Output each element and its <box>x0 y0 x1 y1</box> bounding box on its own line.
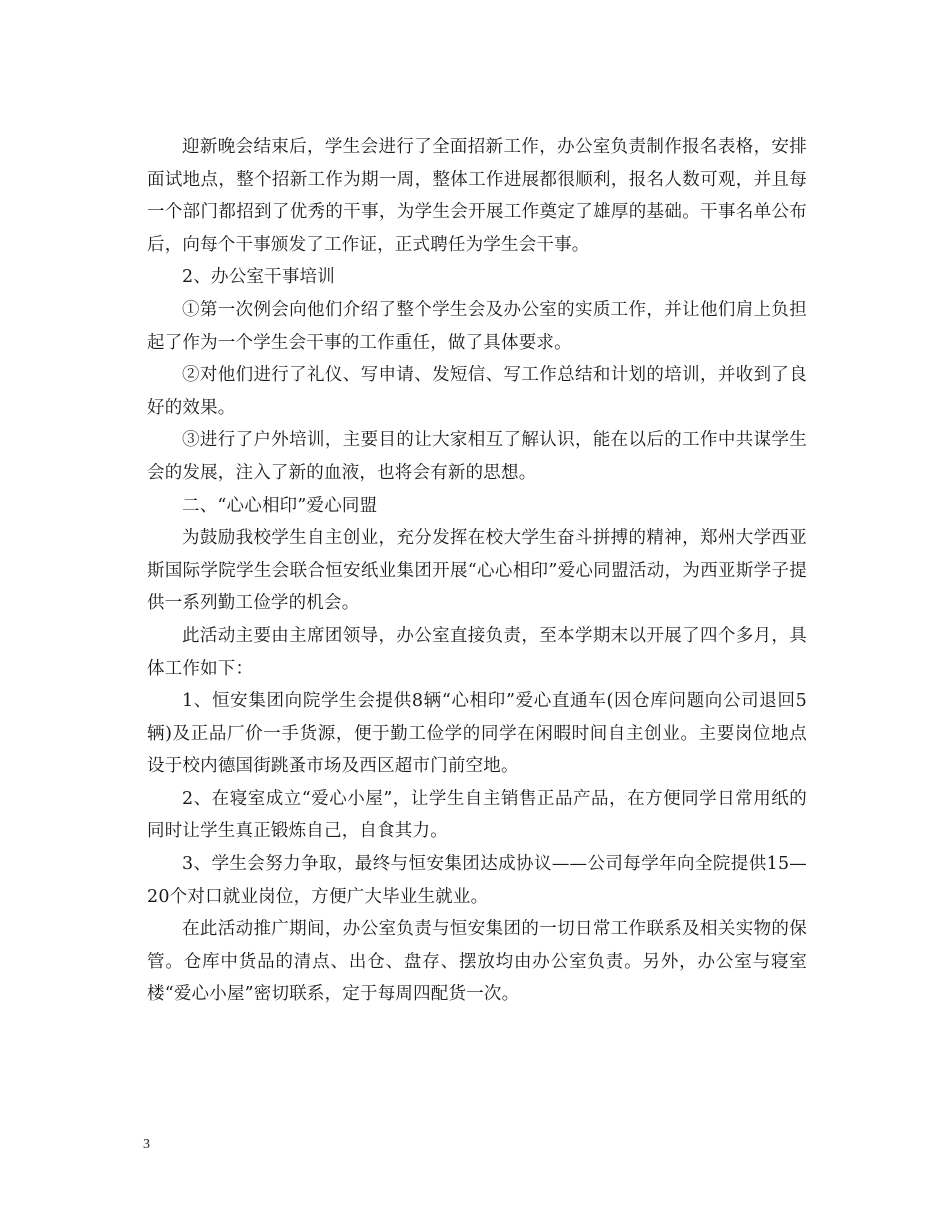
paragraph-training-3: ③进行了户外培训，主要目的让大家相互了解认识，能在以后的工作中共谋学生会的发展，注入了新的血液，也将会有新的思想。 <box>147 430 807 483</box>
heading-staff-training: 2、办公室干事培训 <box>182 267 335 288</box>
document-body <box>147 131 807 1011</box>
paragraph-training-1: ①第一次例会向他们介绍了整个学生会及办公室的实质工作，并让他们肩上负担起了作为一个学生会干事的工作重任，做了具体要求。 <box>147 299 807 353</box>
paragraph-alliance-item-2: 2、在寝室成立“爱心小屋”，让学生自主销售正品产品，在方便同学日常用纸的同时让学生真正锻炼自己，自食其力。 <box>147 788 807 842</box>
paragraph-office-duties: 在此活动推广期间，办公室负责与恒安集团的一切日常工作联系及相关实物的保管。仓库中货品的清点、出仓、盘存、摆放均由办公室负责。另外，办公室与寝室楼“爱心小屋”密切联系，定于每周四配货一次。 <box>147 919 807 1005</box>
paragraph-alliance-overview: 此活动主要由主席团领导，办公室直接负责，至本学期末以开展了四个多月，具体工作如下： <box>147 625 807 679</box>
paragraph-alliance-item-3: 3、学生会努力争取，最终与恒安集团达成协议——公司每学年向全院提供15—20个对口就业岗位，方便广大毕业生就业。 <box>147 854 807 907</box>
page-number: 3 <box>143 1137 150 1152</box>
paragraph-alliance-intro: 为鼓励我校学生自主创业，充分发挥在校大学生奋斗拼搏的精神，郑州大学西亚斯国际学院学生会联合恒安纸业集团开展“心心相印”爱心同盟活动，为西亚斯学子提供一系列勤工俭学的机会。 <box>147 528 807 614</box>
paragraph-training-2: ②对他们进行了礼仪、写申请、发短信、写工作总结和计划的培训，并收到了良好的效果。 <box>147 365 807 418</box>
paragraph-recruitment: 迎新晚会结束后，学生会进行了全面招新工作，办公室负责制作报名表格，安排面试地点，整个招新工作为期一周，整体工作进展都很顺利，报名人数可观，并且每一个部门都招到了优秀的干事，为学生会开展工作奠定了雄厚的基础。干事名单公布后，向每个干事颁发了工作证，正式聘任为学生会干事。 <box>147 137 807 255</box>
paragraph-alliance-item-1: 1、恒安集团向院学生会提供8辆“心相印”爱心直通车(因仓库问题向公司退回5辆)及正品厂价一手货源，便于勤工俭学的同学在闲暇时间自主创业。主要岗位地点设于校内德国街跳蚤市场及西区超市门前空地。 <box>147 691 807 777</box>
heading-love-alliance: 二、“心心相印”爱心同盟 <box>182 495 378 516</box>
